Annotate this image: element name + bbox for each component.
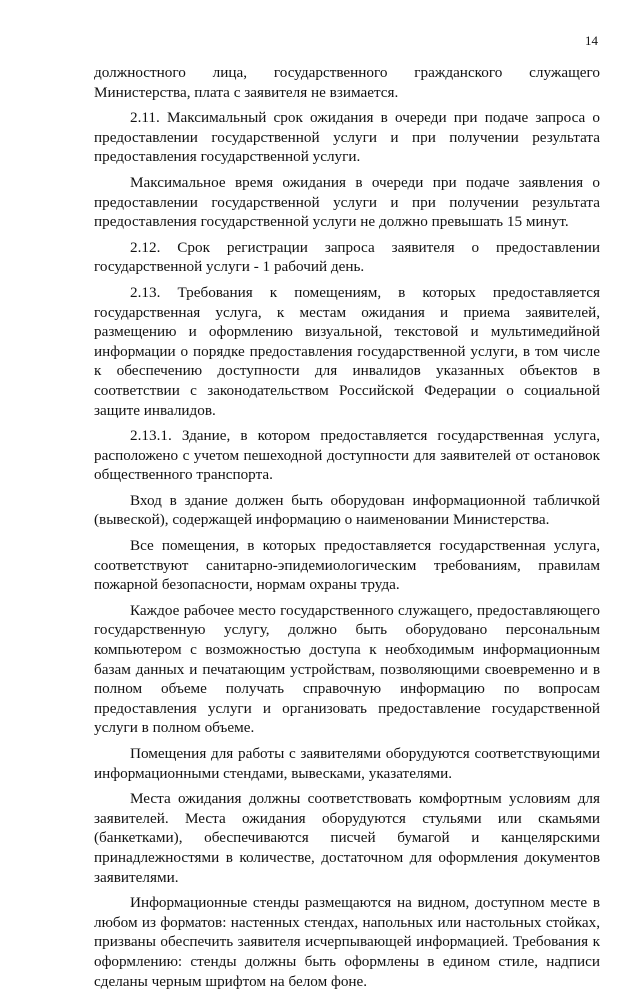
- paragraph-premises-requirements: Все помещения, в которых предоставляется государственная услуга, соответствуют санитарно-эпидемиологическим требованиям, правилам пожарной безопасности, нормам охраны труда.: [94, 537, 600, 594]
- paragraph-2-13-1: 2.13.1. Здание, в котором предоставляется государственная услуга, расположено с учетом пешеходной доступности для заявителей от остановок общественного транспорта.: [94, 427, 600, 484]
- page-number: 14: [585, 33, 598, 48]
- paragraph-entrance-sign: Вход в здание должен быть оборудован информационной табличкой (вывеской), содержащей информацию о наименовании Министерства.: [94, 491, 600, 529]
- paragraph-waiting-areas: Места ожидания должны соответствовать комфортным условиям для заявителей. Места ожидания оборудуются стульями или скамьями (банкетками), обеспечиваются писчей бумагой и канцелярскими принадлежностями в количестве, достаточном для оформления документов заявителями.: [94, 790, 600, 886]
- paragraph-workplace-equipment: Каждое рабочее место государственного служащего, предоставляющего государственную услугу, должно быть оборудовано персональным компьютером с возможностью доступа к необходимым информационным базам данных и печатающим устройствам, позволяющими своевременно и в полном объеме получать справочную информацию по вопросам предоставления услуги и организовать предоставление государственной услуги в полном объеме.: [94, 601, 600, 737]
- paragraph-info-stands: Помещения для работы с заявителями оборудуются соответствующими информационными стендами, вывесками, указателями.: [94, 745, 600, 782]
- paragraph-2-11: 2.11. Максимальный срок ожидания в очереди при подаче запроса о предоставлении государственной услуги и при получении результата предоставления государственной услуги.: [94, 109, 600, 166]
- paragraph-stand-placement: Информационные стенды размещаются на видном, доступном месте в любом из форматов: настенных стендах, напольных или настольных стойках, призваны обеспечить заявителя исчерпывающей информацией. Требования к оформлению: стенды должны быть оформлены в едином стиле, надписи сделаны черным шрифтом на белом фоне.: [94, 894, 600, 990]
- document-body: [94, 63, 600, 997]
- paragraph-2-13: 2.13. Требования к помещениям, в которых предоставляется государственная услуга, к местам ожидания и приема заявителей, размещению и оформлению визуальной, текстовой и мультимедийной информации о порядке предоставления государственной услуги, в том числе к обеспечению доступности для инвалидов указанных объектов в соответствии с законодательством Российской Федерации о социальной защите инвалидов.: [94, 283, 600, 419]
- paragraph-max-wait-time: Максимальное время ожидания в очереди при подаче заявления о предоставлении государственной услуги и при получении результата предоставления государственной услуги не должно превышать 15 минут.: [94, 173, 600, 231]
- paragraph-2-12: 2.12. Срок регистрации запроса заявителя о предоставлении государственной услуги - 1 рабочий день.: [94, 238, 600, 276]
- paragraph-continuation: должностного лица, государственного гражданского служащего Министерства, плата с заявителя не взимается.: [94, 64, 600, 101]
